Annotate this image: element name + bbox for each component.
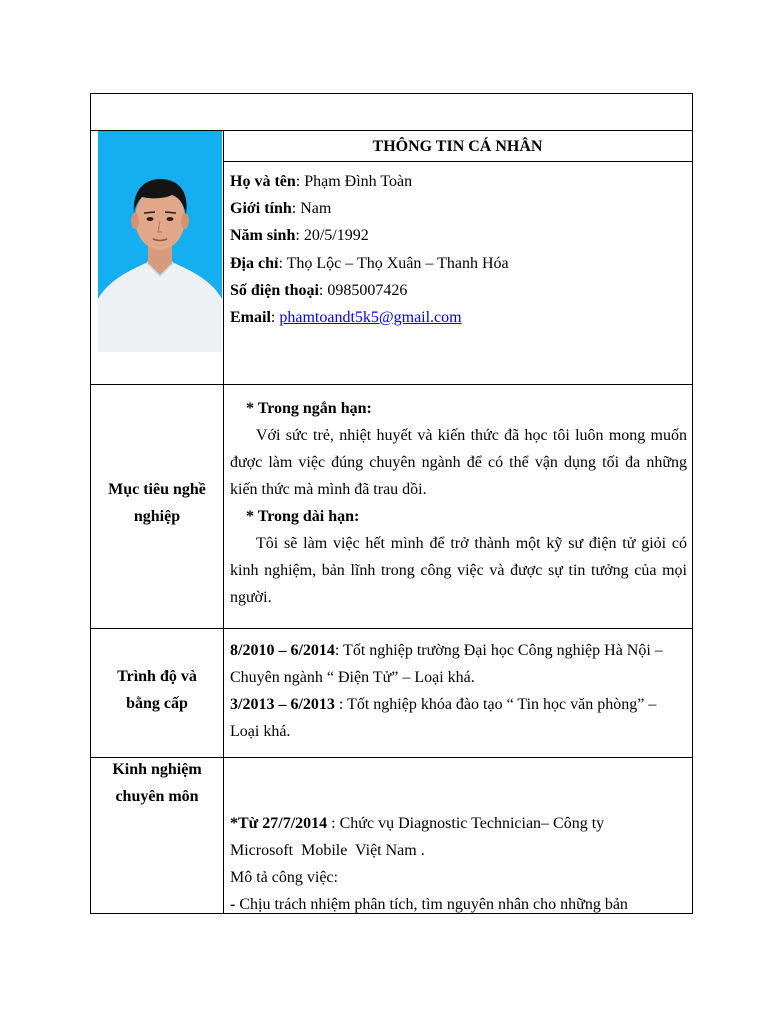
experience-company: Microsoft Mobile Việt Nam . [230, 842, 425, 859]
row-divider [91, 628, 692, 629]
birth-year-row: Năm sinh: 20/5/1992 [230, 227, 369, 245]
experience-position: Chức vụ Diagnostic Technician– Công ty [339, 815, 605, 832]
experience-start-line: *Từ 27/7/2014 : Chức vụ Diagnostic Technician– Công ty [230, 815, 605, 832]
duty-text: Chịu trách nhiệm phân tích, tìm nguyên nhân cho những bản [239, 896, 628, 913]
education-period: 8/2010 – 6/2014 [230, 642, 335, 659]
birth-year-label: Năm sinh [230, 227, 296, 245]
long-term-text: Tôi sẽ làm việc hết mình để trở thành một kỹ sư điện tử giỏi có kinh nghiệm, bản lĩnh trong công việc và được sự tin tưởng của mọi người. [230, 535, 687, 606]
job-description-label: Mô tả công việc: [230, 869, 338, 886]
full-name-value: Phạm Đình Toàn [304, 173, 413, 190]
experience-label-line1: Kinh nghiệm [112, 761, 202, 778]
birth-year-value: 20/5/1992 [303, 227, 369, 245]
objective-label-line1: Mục tiêu nghề [108, 481, 206, 498]
education-text: Tốt nghiệp khóa đào tạo “ Tin học văn phòng” – Loại khá. [230, 696, 657, 740]
gender-row: Giới tính: Nam [230, 200, 332, 218]
full-name-row: Họ và tên: Phạm Đình Toàn [230, 173, 413, 190]
long-term-heading: * Trong dài hạn: [246, 508, 360, 525]
address-row: Địa chỉ: Thọ Lộc – Thọ Xuân – Thanh Hóa [230, 254, 509, 272]
objective-label [91, 476, 223, 530]
experience-content [230, 810, 687, 918]
profile-photo [98, 131, 222, 352]
personal-info [230, 168, 685, 331]
short-term-text: Với sức trẻ, nhiệt huyết và kiến thức đã học tôi luôn mong muốn được làm việc đúng chuyên ngành để có thể vận dụng tối đa những kiến thức mà mình đã trau dồi. [230, 427, 687, 498]
email-label: Email [230, 309, 271, 327]
address-label: Địa chỉ [230, 254, 279, 272]
full-name-label: Họ và tên [230, 173, 296, 190]
education-text: Tốt nghiệp trường Đại học Công nghiệp Hà Nội – Chuyên ngành “ Điện Tử” – Loại khá. [230, 642, 663, 686]
education-label-line2: bằng cấp [126, 695, 188, 712]
address-value: Thọ Lộc – Thọ Xuân – Thanh Hóa [286, 254, 509, 272]
phone-label: Số điện thoại [230, 281, 319, 299]
email-link[interactable]: phamtoandt5k5@gmail.com [279, 309, 462, 327]
experience-label-line2: chuyên môn [115, 788, 199, 805]
objective-content [230, 395, 687, 611]
duty-line [230, 891, 687, 918]
phone-value: 0985007426 [327, 281, 408, 299]
email-row: Email: phamtoandt5k5@gmail.com [230, 309, 462, 327]
phone-row: Số điện thoại: 0985007426 [230, 281, 408, 299]
education-content [230, 637, 687, 745]
short-term-heading: * Trong ngắn hạn: [246, 400, 372, 417]
education-item: 8/2010 – 6/2014: Tốt nghiệp trường Đại học Công nghiệp Hà Nội – Chuyên ngành “ Điện Tử” – Loại khá. [230, 642, 663, 686]
education-label-line1: Trình độ và [117, 668, 197, 685]
experience-label [91, 756, 223, 810]
experience-start: *Từ 27/7/2014 [230, 815, 328, 832]
duty-bullet: - [230, 896, 236, 913]
objective-label-line2: nghiệp [133, 508, 181, 525]
gender-value: Nam [300, 200, 332, 218]
education-period: 3/2013 – 6/2013 [230, 696, 335, 713]
cv-table [90, 93, 693, 914]
education-item: 3/2013 – 6/2013 : Tốt nghiệp khóa đào tạo “ Tin học văn phòng” – Loại khá. [230, 696, 657, 740]
column-divider [223, 130, 224, 913]
row-divider [91, 384, 692, 385]
gender-label: Giới tính [230, 200, 292, 218]
education-label [91, 663, 223, 717]
section-title-personal-info: THÔNG TIN CÁ NHÂN [372, 138, 543, 155]
